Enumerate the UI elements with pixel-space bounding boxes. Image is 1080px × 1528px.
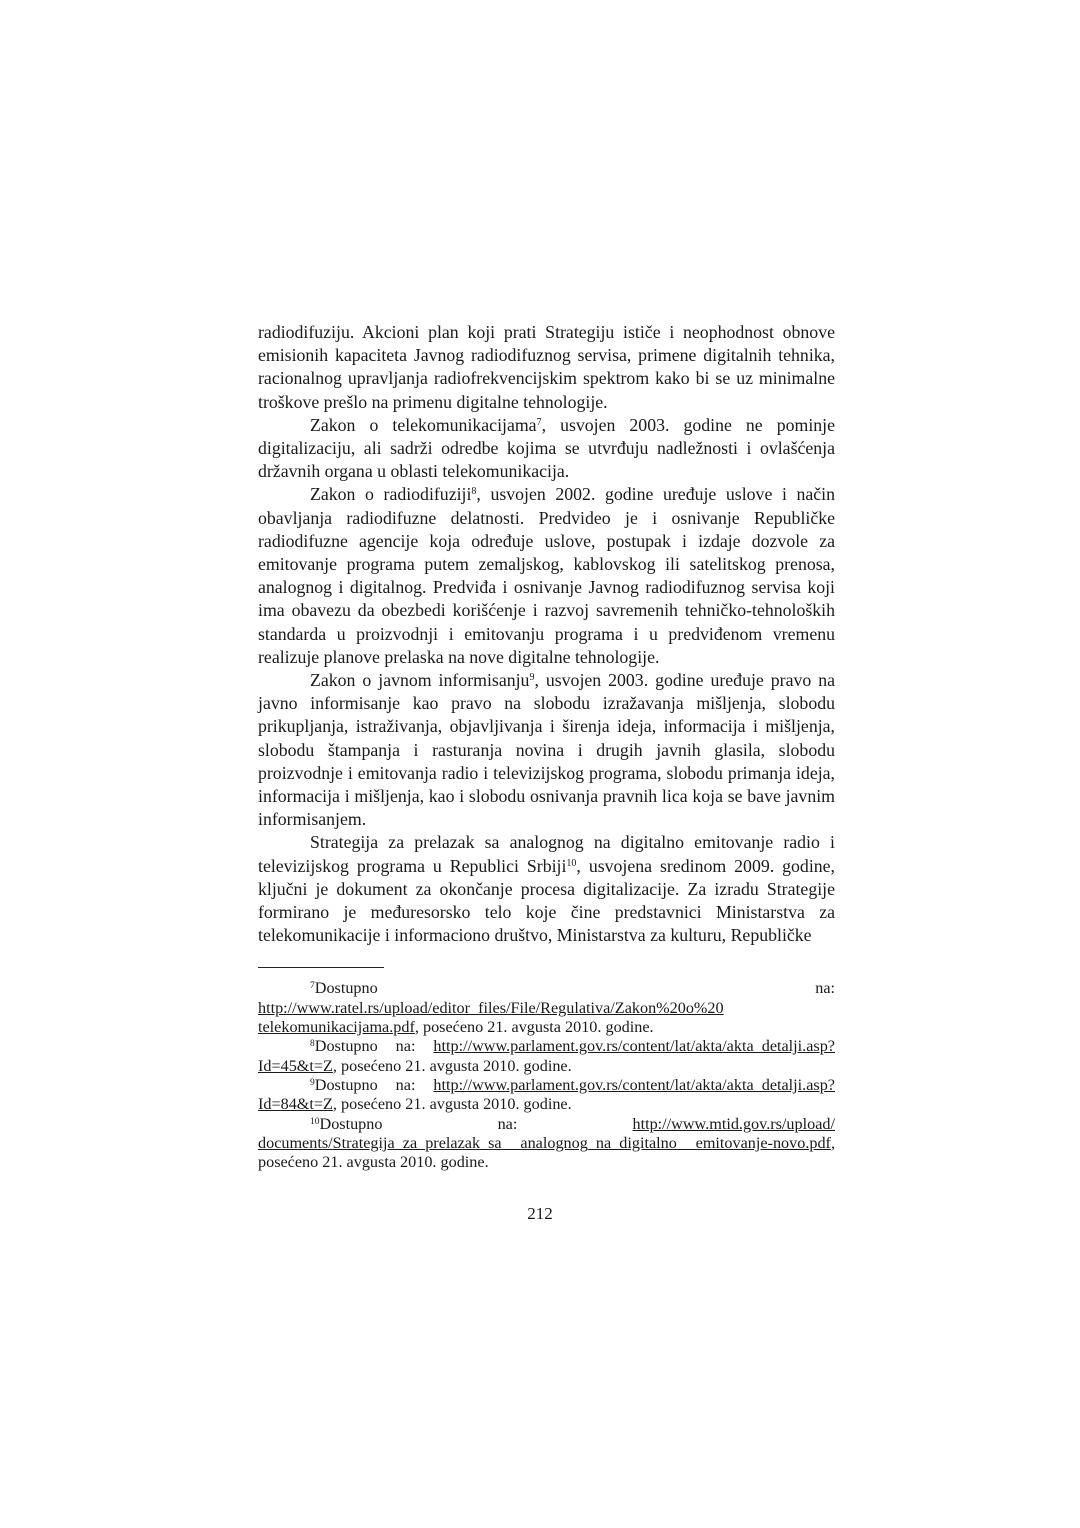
- footnote-ref-7[interactable]: 7: [536, 416, 542, 428]
- paragraph-4: [258, 669, 835, 831]
- footnote-number: 9: [310, 1077, 315, 1088]
- footnote-link[interactable]: http://www.ratel.rs/upload/editor_files/File/Regulativa/Zakon%20o%20 telekomunikacijama.pdf: [258, 998, 724, 1037]
- footnote-number: 10: [310, 1116, 320, 1127]
- paragraph-1: radiodifuziju. Akcioni plan koji prati Strategiju ističe i neophodnost obnove emisionih kapaciteta Javnog radiodifuznog servisa, primene digitalnih tehnika, racionalnog upravljanja radiofrekvencijskim spektrom kako bi se uz minimalne troškove prešlo na primenu digitalne tehnologije.: [258, 322, 835, 412]
- footnote-prefix: Dostupno na:: [319, 1114, 633, 1133]
- footnote-suffix: , posećeno 21. avgusta 2010. godine.: [258, 1133, 835, 1172]
- footnote-separator: [258, 967, 384, 968]
- paragraph-5-rest: , usvojena sredinom 2009. godine, ključni je dokument za okončanje procesa digitalizacije. Za izradu Strategije formirano je međuresorsko telo koje čine predstavnici Ministarstva za telekomunikacije i informaciono društvo, Ministarstva za kulturu, Republičke: [258, 855, 835, 946]
- paragraph-2-rest: , usvojen 2003. godine ne pominje digitalizaciju, ali sadrži odredbe kojima se utvrđuju nadležnosti i ovlašćenja državnih organa u oblasti telekomunikacija.: [258, 414, 835, 482]
- paragraph-2-start: Zakon o telekomunikacijama: [310, 414, 537, 435]
- footnote-number: 7: [310, 981, 315, 992]
- footnote-link[interactable]: http://www.parlament.gov.rs/content/lat/akta/akta_detalji.asp?Id=45&t=Z: [258, 1037, 835, 1075]
- paragraph-3: [258, 483, 835, 669]
- paragraph-4-start: Zakon o javnom informisanju: [310, 670, 530, 691]
- footnote-ref-8[interactable]: 8: [471, 486, 477, 498]
- footnote-ref-9[interactable]: 9: [529, 672, 535, 684]
- footnote-prefix: Dostupno na:: [314, 979, 835, 998]
- footnote-ref-10[interactable]: 10: [566, 857, 577, 869]
- footnote-prefix: Dostupno na:: [314, 1075, 434, 1094]
- paragraph-4-rest: , usvojen 2003. godine uređuje pravo na javno informisanje kao pravo na slobodu izražavanja mišljenja, slobodu prikupljanja, istraživanja, objavljivanja i širenja ideja, informacija i mišljenja, slobodu štampanja i rasturanja novina i drugih javnih glasila, slobodu proizvodnje i emitovanja radio i televizijskog programa, slobodu primanja ideja, informacija i mišljenja, kao i slobodu osnivanja pravnih lica koja se bave javnim informisanjem.: [258, 670, 836, 830]
- paragraph-5-start: Strategija za prelazak sa analognog na digitalno emitovanje radio i televizijskog programa u Republici Srbiji: [258, 832, 835, 876]
- footnote-link[interactable]: http://www.parlament.gov.rs/content/lat/akta/akta_detalji.asp?Id=84&t=Z: [258, 1075, 835, 1114]
- footnote-prefix: Dostupno na:: [314, 1037, 434, 1056]
- footnote-link[interactable]: http://www.mtid.gov.rs/upload/ documents/Strategija_za_prelazak_sa_ analognog_na_digitalno_ emitovanje-novo.pdf: [258, 1114, 835, 1152]
- page-number: 212: [527, 1204, 553, 1223]
- footnotes: [258, 979, 835, 1172]
- paragraph-3-start: Zakon o radiodifuziji: [310, 484, 472, 505]
- page-body: [258, 321, 835, 1172]
- footnote-suffix: , posećeno 21. avgusta 2010. godine.: [414, 1018, 654, 1037]
- footnote-suffix: , posećeno 21. avgusta 2010. godine.: [332, 1095, 572, 1114]
- paragraph-5: [258, 831, 835, 947]
- footnote-number: 8: [310, 1039, 315, 1050]
- footnote-7: [258, 979, 835, 1037]
- footnote-9: [258, 1076, 835, 1115]
- paragraph-3-rest: , usvojen 2002. godine uređuje uslove i način obavljanja radiodifuzne delatnosti. Predvideo je i osnivanje Republičke radiodifuzne agencije koja određuje uslove, postupak i izdaje dozvole za emitovanje programa putem zemaljskog, kablovskog ili satelitskog prenosa, analognog i digitalnog. Predviđa i osnivanje Javnog radiodifuznog servisa koji ima obavezu da obezbedi korišćenje i razvoj savremenih tehničko-tehnoloških standarda u proizvodnji i emitovanju programa i u predviđenom vremenu realizuje planove prelaska na nove digitalne tehnologije.: [258, 484, 835, 667]
- footnote-8: [258, 1037, 835, 1076]
- paragraph-2: [258, 414, 835, 484]
- footnote-suffix: , posećeno 21. avgusta 2010. godine.: [332, 1056, 572, 1075]
- footnote-10: [258, 1115, 835, 1173]
